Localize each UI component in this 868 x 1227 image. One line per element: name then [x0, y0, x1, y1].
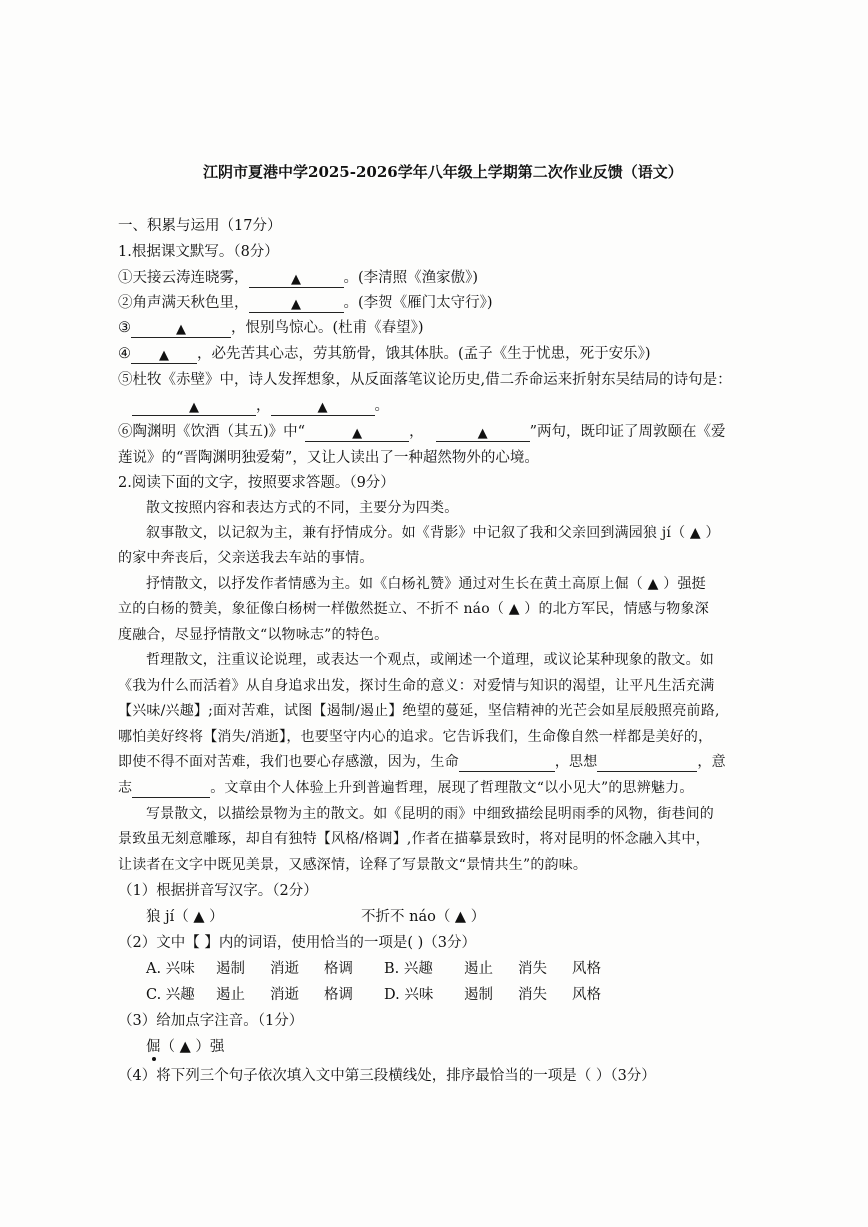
triangle-icon: ▲ — [352, 426, 363, 441]
section-heading: 一、积累与运用（17分） — [118, 218, 282, 234]
subquestion-2-heading: （2）文中【 】内的词语，使用恰当的一项是( )（3分） — [118, 935, 476, 951]
option-d-word-4: 风格 — [572, 987, 601, 1003]
choice-row-cd — [146, 985, 612, 1005]
phonetic-item[interactable]: 倔（ ▲ ）强 — [146, 1039, 225, 1055]
passage-line: 让读者在文字中既见美景，又感深情，诠释了写景散文“景情共生”的韵味。 — [118, 857, 588, 873]
passage-line: 抒情散文，以抒发作者情感为主。如《白杨礼赞》通过对生长在黄土高原上倔（ ▲ ）强挺 — [146, 576, 706, 592]
emphasis-dot — [152, 1057, 156, 1061]
line-3-source: ，恨别鸟惊心。(杜甫《春望》) — [231, 320, 424, 336]
recitation-line-3 — [118, 318, 424, 338]
option-b-word-1[interactable]: B. 兴趣 — [384, 961, 433, 977]
subquestion-4-heading: （4）将下列三个句子依次填入文中第三段横线处，排序最恰当的一项是（ ）（3分） — [118, 1068, 656, 1084]
passage-text: 。文章由个人体验上升到普遍哲理，展现了哲理散文“以小见大”的思辨魅力。 — [210, 780, 694, 796]
line-2-source: 。(李贺《雁门太守行》) — [343, 295, 493, 311]
option-a-word-2: 遏制 — [216, 961, 245, 977]
triangle-icon: ▲ — [189, 400, 199, 415]
triangle-icon: ▲ — [291, 297, 301, 312]
line-3-text: ③ — [118, 320, 131, 336]
passage-text: ，意 — [697, 754, 726, 770]
question-1-heading: 1.根据课文默写。（8分） — [118, 244, 279, 260]
question-2-heading: 2.阅读下面的文字，按照要求答题。（9分） — [118, 475, 395, 491]
recitation-line-6-cont: 莲说》的“晋陶渊明独爱菊”，又让人读出了一种超然物外的心境。 — [118, 450, 539, 466]
recitation-line-2 — [118, 293, 493, 313]
answer-blank[interactable] — [436, 423, 530, 442]
triangle-icon: ▲ — [159, 348, 169, 363]
passage-line: 叙事散文，以记叙为主，兼有抒情成分。如《背影》中记叙了我和父亲回到满园狼 jí（ ▲ ） — [146, 525, 720, 541]
option-a-word-3: 消逝 — [270, 961, 299, 977]
line-6-text-end: ”两句，既印证了周敦颐在《爱 — [529, 424, 726, 440]
answer-blank[interactable] — [305, 423, 409, 442]
triangle-icon: ▲ — [176, 322, 186, 337]
choice-row-ab — [146, 959, 612, 979]
passage-text: ，思想 — [554, 754, 598, 770]
comma: ， — [256, 398, 271, 414]
pinyin-item-a[interactable]: 狼 jí（ ▲ ） — [146, 909, 224, 925]
subquestion-1-heading: （1）根据拼音写汉字。（2分） — [118, 883, 318, 899]
option-d-word-2: 遏制 — [464, 987, 493, 1003]
line-4-text: ④ — [118, 346, 131, 362]
triangle-icon: ▲ — [291, 272, 301, 287]
answer-blank[interactable] — [459, 753, 555, 772]
option-a-word-1[interactable]: A. 兴味 — [146, 961, 195, 977]
line-6-text: ⑥陶渊明《饮酒（其五)》中“ — [118, 424, 306, 440]
passage-line-blanks — [118, 778, 694, 798]
passage-line: 立的白杨的赞美，象征像白杨树一样傲然挺立、不折不 náo（ ▲ ）的北方军民，情感与物象深 — [118, 601, 709, 617]
passage-line: 写景散文，以描绘景物为主的散文。如《昆明的雨》中细致描绘昆明雨季的风物，街巷间的 — [146, 806, 714, 822]
passage-line-blanks — [118, 752, 726, 772]
answer-blank[interactable] — [249, 269, 344, 288]
answer-blank[interactable] — [131, 345, 197, 364]
line-2-text: ②角声满天秋色里， — [118, 295, 249, 311]
option-c-word-3: 消逝 — [270, 987, 299, 1003]
option-c-word-2: 遏止 — [216, 987, 245, 1003]
line-1-source: 。(李清照《渔家傲》) — [343, 270, 479, 286]
answer-blank[interactable] — [249, 294, 344, 313]
period: 。 — [374, 398, 389, 414]
triangle-icon: ▲ — [317, 400, 328, 415]
passage-line: 哪怕美好终将【消失/消逝】，也要坚守内心的追求。它告诉我们，生命像自然一样都是美好的， — [118, 729, 713, 745]
passage-line: 的家中奔丧后，父亲送我去车站的事情。 — [118, 550, 374, 566]
passage-text: 即使不得不面对苦难，我们也要心存感激，因为，生命 — [118, 754, 459, 770]
line-4-source: ，必先苦其心志，劳其筋骨，饿其体肤。(孟子《生于忧患，死于安乐》) — [197, 346, 651, 362]
passage-line: 度融合，尽显抒情散文“以物咏志”的特色。 — [118, 627, 389, 643]
passage-line: 《我为什么而活着》从自身追求出发，探讨生命的意义：对爱情与知识的渴望，让平凡生活充满 — [118, 678, 715, 694]
passage-line: 散文按照内容和表达方式的不同，主要分为四类。 — [146, 500, 459, 516]
passage-line: 哲理散文，注重议论说理，或表达一个观点，或阐述一个道理，或议论某种现象的散文。如 — [146, 652, 714, 668]
passage-text: 志 — [118, 780, 133, 796]
pinyin-item-b[interactable]: 不折不 náo（ ▲ ） — [361, 909, 486, 925]
answer-blank[interactable] — [597, 753, 697, 772]
answer-blank[interactable] — [132, 397, 256, 416]
option-b-word-2: 遏止 — [464, 961, 493, 977]
option-a-word-4: 格调 — [324, 961, 353, 977]
answer-blank[interactable] — [271, 397, 375, 416]
subquestion-3-heading: （3）给加点字注音。（1分） — [118, 1013, 304, 1029]
recitation-line-5: ⑤杜牧《赤壁》中，诗人发挥想象，从反面落笔议论历史,借二乔命运来折射东吴结局的诗句是： — [118, 372, 732, 388]
option-b-word-3: 消失 — [518, 961, 547, 977]
option-d-word-1[interactable]: D. 兴味 — [384, 987, 434, 1003]
recitation-line-1 — [118, 268, 478, 288]
passage-line: 景致虽无刻意雕琢，却自有独特【风格/格调】,作者在描摹景致时，将对昆明的怀念融入其中， — [118, 831, 710, 847]
comma: ， — [409, 424, 424, 440]
passage-line: 【兴味/兴趣】;面对苦难，试图【遏制/遏止】绝望的蔓延，坚信精神的光芒会如星辰般照亮前路, — [118, 703, 720, 719]
triangle-icon: ▲ — [477, 426, 488, 441]
line-1-text: ①天接云涛连晓雾， — [118, 270, 249, 286]
recitation-line-5-blanks — [132, 396, 389, 416]
option-d-word-3: 消失 — [518, 987, 547, 1003]
option-c-word-4: 格调 — [324, 987, 353, 1003]
recitation-line-4 — [118, 344, 651, 364]
answer-blank[interactable] — [131, 319, 231, 338]
answer-blank[interactable] — [132, 779, 210, 798]
recitation-line-6 — [118, 422, 726, 442]
option-b-word-4: 风格 — [572, 961, 601, 977]
page-title: 江阴市夏港中学2025-2026学年八年级上学期第二次作业反馈（语文） — [203, 163, 683, 181]
option-c-word-1[interactable]: C. 兴趣 — [146, 987, 195, 1003]
